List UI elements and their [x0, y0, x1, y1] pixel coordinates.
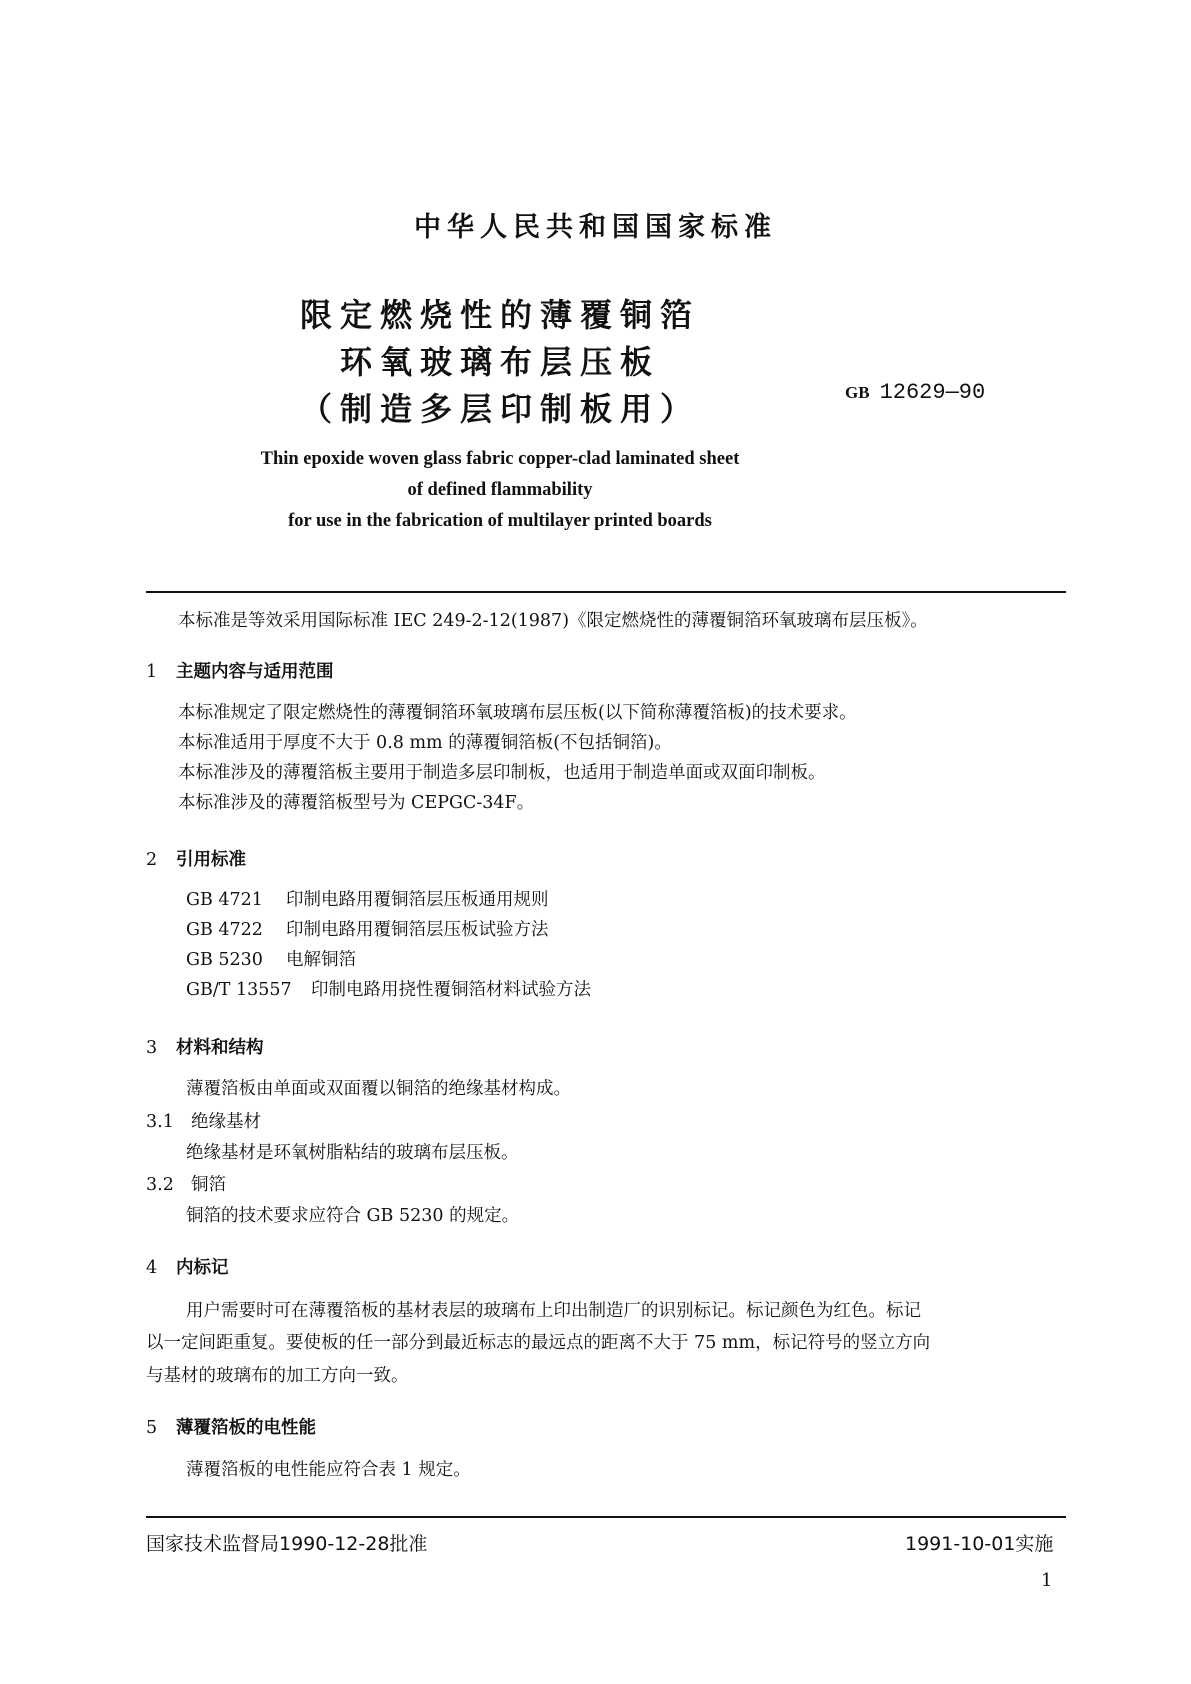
section-5-number: 5: [146, 1418, 158, 1438]
title-zh-line-3: （制造多层印制板用）: [299, 390, 700, 428]
section-4-title: 内标记: [176, 1258, 229, 1278]
section-1-title: 主题内容与适用范围: [176, 662, 334, 682]
reference-item: [186, 892, 549, 910]
title-en-line-2: of defined flammability: [407, 480, 593, 500]
title-en-line-1: Thin epoxide woven glass fabric copper-clad laminated sheet: [260, 449, 740, 469]
reference-code: GB 5230: [186, 950, 263, 970]
section-4-line-3: 与基材的玻璃布的加工方向一致。: [146, 1366, 409, 1386]
reference-code: GB 4721: [186, 890, 263, 910]
reference-title: 印制电路用挠性覆铜箔材料试验方法: [311, 980, 591, 1000]
section-1-heading: [146, 658, 334, 683]
intro-paragraph: 本标准是等效采用国际标准 IEC 249-2-12(1987)《限定燃烧性的薄覆铜箔环氧玻璃布层压板》。: [178, 611, 928, 631]
approval-note: 国家技术监督局1990-12-28批准: [146, 1533, 428, 1555]
reference-code: GB/T 13557: [186, 980, 292, 1000]
standard-code: 12629—90: [879, 380, 986, 405]
header-divider: [146, 591, 1066, 593]
reference-item: [186, 982, 591, 1000]
reference-item: [186, 952, 356, 970]
standard-prefix: GB: [845, 383, 870, 402]
section-5-paragraph: 薄覆箔板的电性能应符合表 1 规定。: [186, 1460, 471, 1480]
section-5-heading: [146, 1414, 316, 1439]
section-1-para-3: 本标准涉及的薄覆箔板主要用于制造多层印制板，也适用于制造单面或双面印制板。: [178, 763, 826, 783]
section-4-number: 4: [146, 1258, 158, 1278]
section-5-title: 薄覆箔板的电性能: [176, 1418, 316, 1438]
page-number: 1: [1041, 1570, 1053, 1591]
section-2-number: 2: [146, 850, 158, 870]
footer-divider: [146, 1516, 1066, 1518]
section-1-para-2: 本标准适用于厚度不大于 0.8 mm 的薄覆铜箔板(不包括铜箔)。: [178, 733, 672, 753]
reference-title: 印制电路用覆铜箔层压板通用规则: [286, 890, 549, 910]
section-3-paragraph: 薄覆箔板由单面或双面覆以铜箔的绝缘基材构成。: [186, 1079, 571, 1099]
reference-title: 印制电路用覆铜箔层压板试验方法: [286, 920, 549, 940]
reference-code: GB 4722: [186, 920, 263, 940]
subsection-3-2-title: 铜箔: [191, 1175, 226, 1195]
section-1-para-4: 本标准涉及的薄覆箔板型号为 CEPGC-34F。: [178, 793, 535, 813]
subsection-3-2-paragraph: 铜箔的技术要求应符合 GB 5230 的规定。: [186, 1206, 520, 1226]
reference-title: 电解铜箔: [286, 950, 356, 970]
reference-item: [186, 922, 549, 940]
section-4-line-1: 用户需要时可在薄覆箔板的基材表层的玻璃布上印出制造厂的识别标记。标记颜色为红色。标记: [186, 1301, 921, 1321]
section-3-title: 材料和结构: [176, 1038, 264, 1058]
section-3-number: 3: [146, 1038, 158, 1058]
effective-date: 1991-10-01实施: [905, 1533, 1054, 1555]
section-4-heading: [146, 1254, 229, 1279]
section-2-heading: [146, 846, 246, 871]
title-zh-line-2: 环氧玻璃布层压板: [339, 343, 660, 381]
subsection-3-2-number: 3.2: [146, 1175, 174, 1195]
subsection-3-1-title: 绝缘基材: [191, 1112, 261, 1132]
subsection-3-1-heading: [146, 1114, 261, 1132]
subsection-3-1-number: 3.1: [146, 1112, 174, 1132]
national-standard-heading: 中华人民共和国国家标准: [414, 212, 777, 243]
section-1-number: 1: [146, 662, 158, 682]
subsection-3-2-heading: [146, 1177, 226, 1195]
subsection-3-1-paragraph: 绝缘基材是环氧树脂粘结的玻璃布层压板。: [186, 1143, 519, 1163]
section-3-heading: [146, 1034, 264, 1059]
section-4-line-2: 以一定间距重复。要使板的任一部分到最近标志的最远点的距离不大于 75 mm，标记符号的竖立方向: [146, 1333, 931, 1353]
title-en-line-3: for use in the fabrication of multilayer printed boards: [288, 511, 712, 531]
section-1-para-1: 本标准规定了限定燃烧性的薄覆铜箔环氧玻璃布层压板(以下简称薄覆箔板)的技术要求。: [178, 703, 857, 723]
standard-number: [845, 380, 985, 405]
section-2-title: 引用标准: [176, 850, 246, 870]
title-zh-line-1: 限定燃烧性的薄覆铜箔: [299, 296, 700, 334]
